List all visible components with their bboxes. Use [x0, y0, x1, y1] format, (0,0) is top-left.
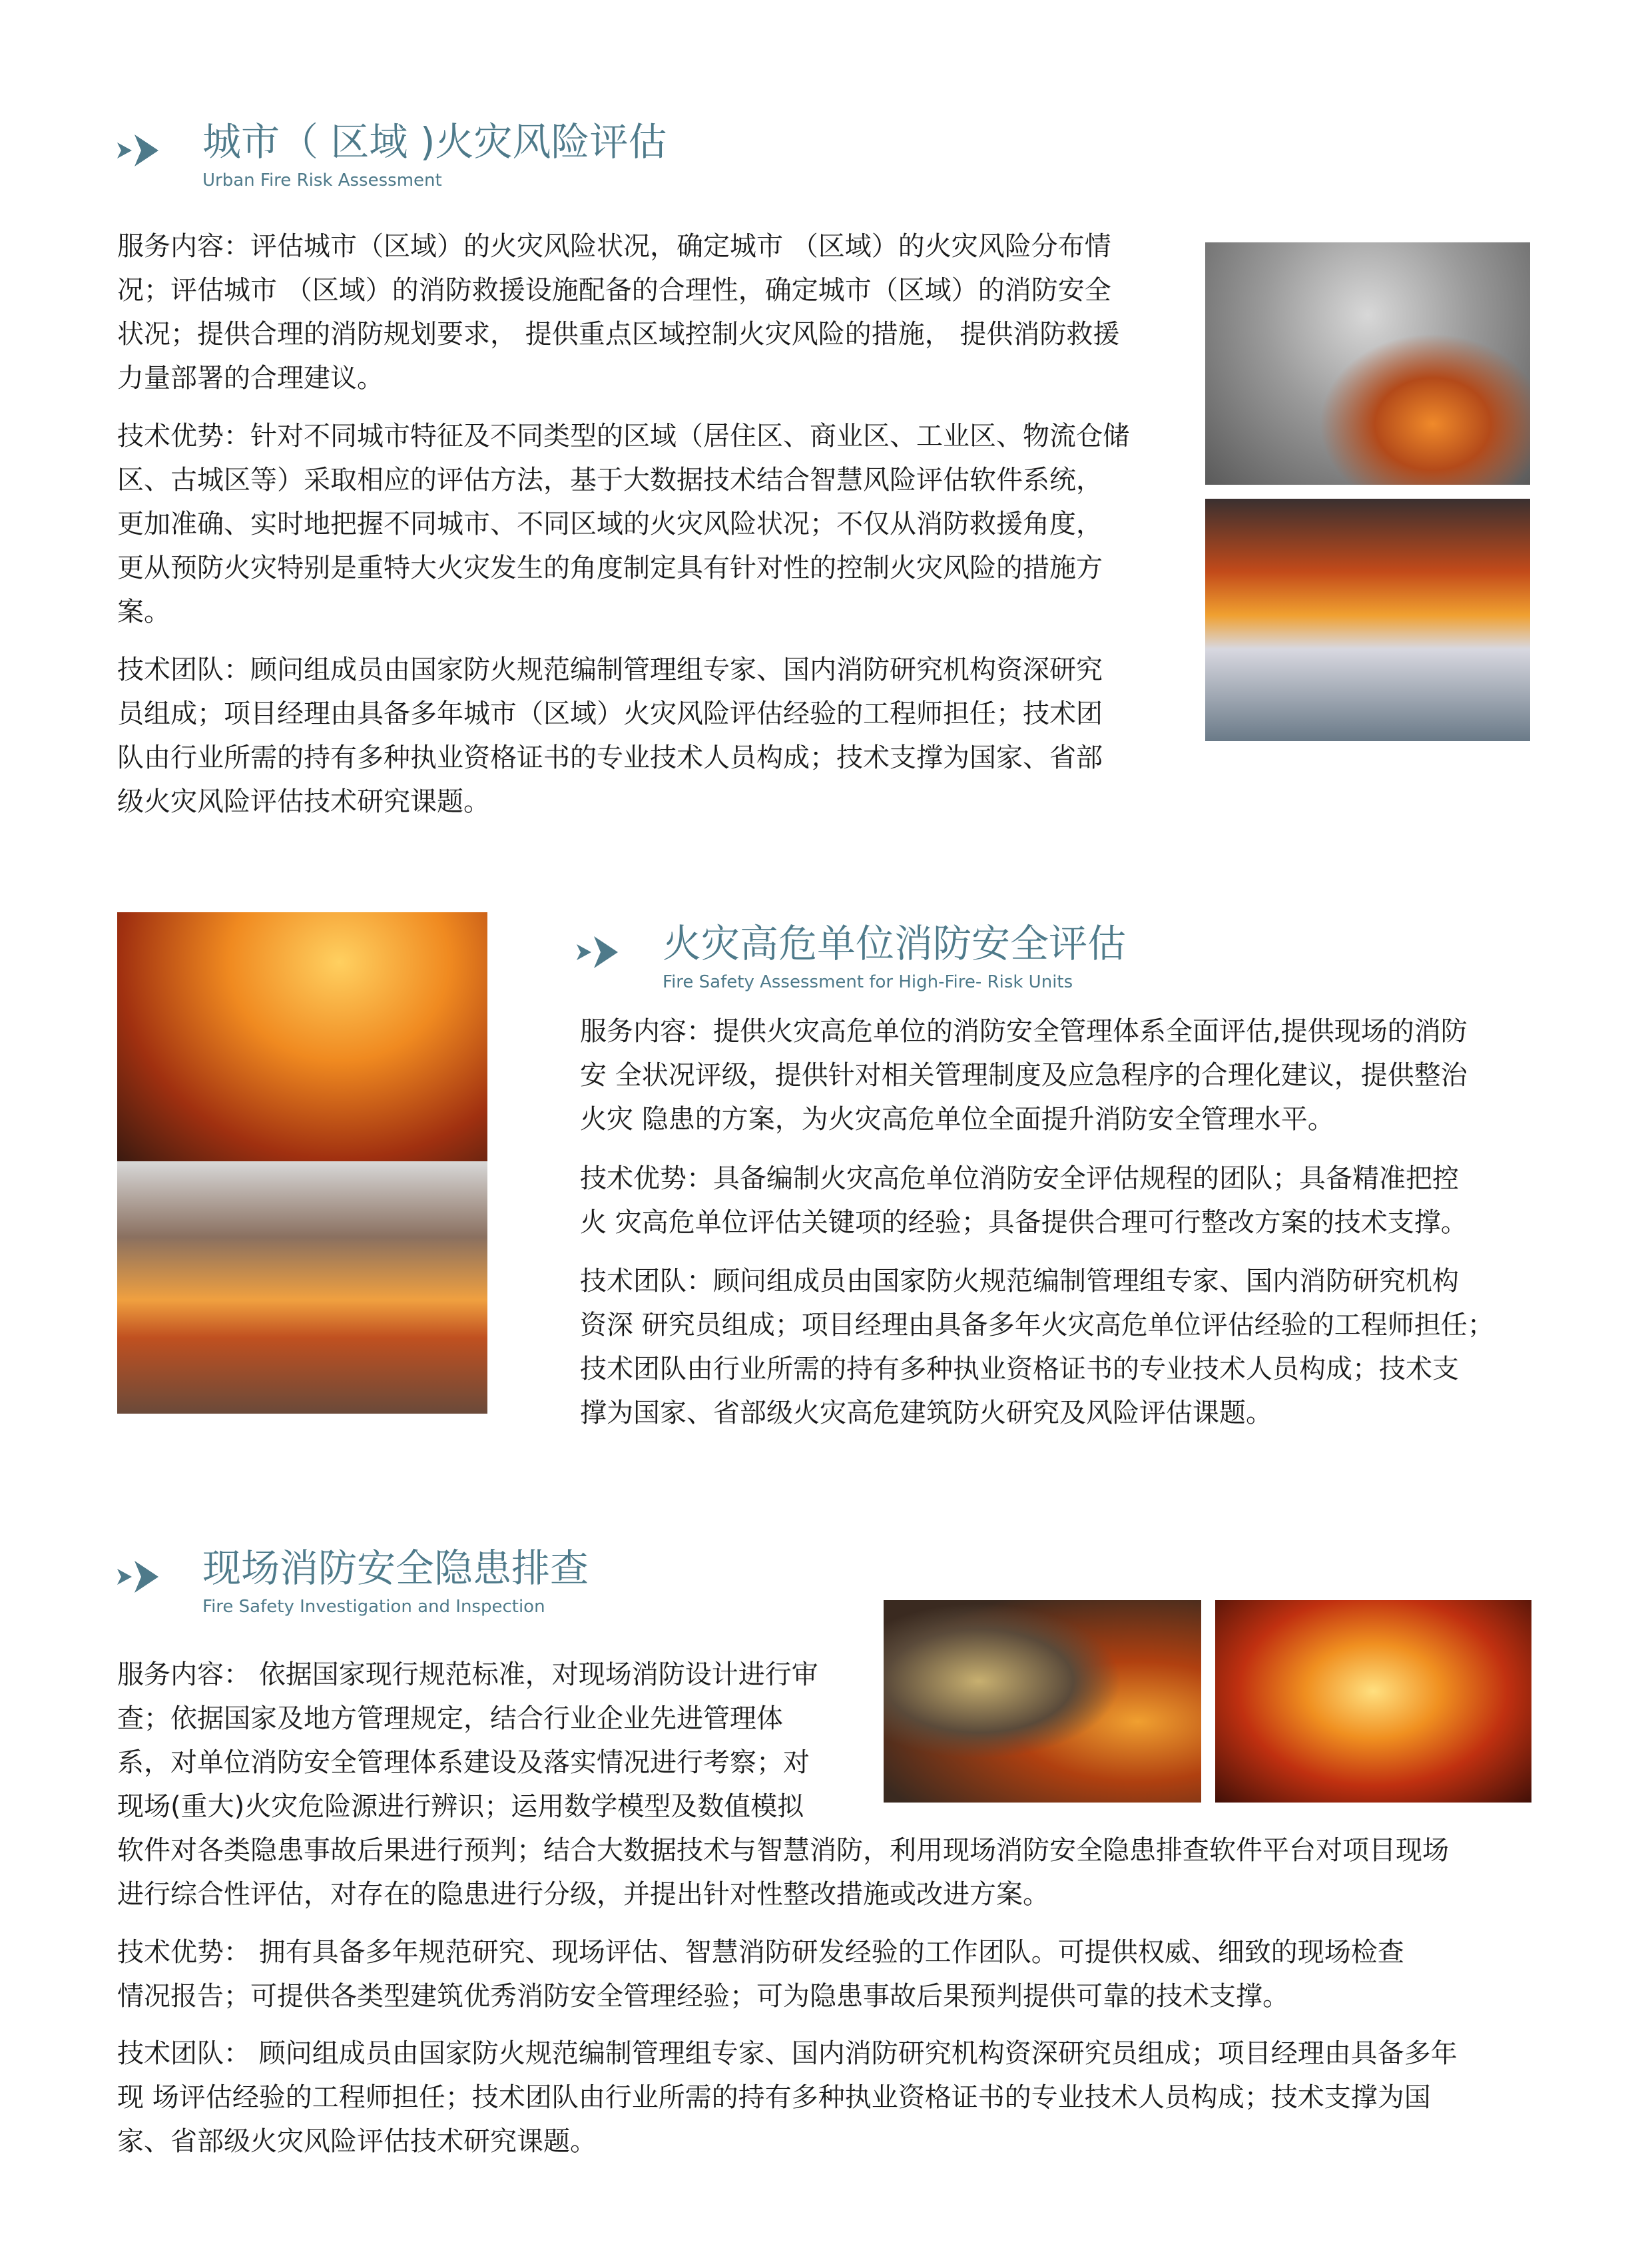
firefighter-smoke-photo [1205, 242, 1530, 485]
text-line: 资深 研究员组成；项目经理由具备多年火灾高危单位评估经验的工程师担任； [580, 1310, 1494, 1340]
text-line: 状况；提供合理的消防规划要求， 提供重点区域控制火灾风险的措施， 提供消防救援 [117, 319, 1120, 350]
text-line: 安 全状况评级，提供针对相关管理制度及应急程序的合理化建议，提供整治 [580, 1060, 1468, 1091]
text-line: 现 场评估经验的工程师担任；技术团队由行业所需的持有多种执业资格证书的专业技术人员构成；技术支撑为国 [117, 2082, 1431, 2113]
text-line: 服务内容：评估城市（区域）的火灾风险状况，确定城市 （区域）的火灾风险分布情 [117, 231, 1111, 262]
service-paragraph [580, 1009, 1468, 1141]
text-line: 力量部署的合理建议。 [117, 363, 384, 394]
text-line: 撑为国家、省部级火灾高危建筑防火研究及风险评估课题。 [580, 1398, 1272, 1428]
advantage-paragraph [117, 414, 1129, 634]
team-paragraph [117, 2032, 1458, 2163]
firefighters-hose-photo [117, 912, 487, 1161]
text-line: 软件对各类隐患事故后果进行预判；结合大数据技术与智慧消防，利用现场消防安全隐患排查软件平台对项目现场 [117, 1835, 1449, 1866]
text-line: 员组成；项目经理由具备多年城市（区域）火灾风险评估经验的工程师担任；技术团 [117, 699, 1103, 729]
service-paragraph [117, 224, 1119, 400]
section-subtitle: Fire Safety Investigation and Inspection [202, 1597, 545, 1617]
text-line: 技术团队： 顾问组成员由国家防火规范编制管理组专家、国内消防研究机构资深研究员组成；项目经理由具备多年 [117, 2038, 1458, 2069]
text-line: 进行综合性评估，对存在的隐患进行分级，并提出针对性整改措施或改进方案。 [117, 1879, 1049, 1910]
text-line: 技术团队：顾问组成员由国家防火规范编制管理组专家、国内消防研究机构 [580, 1266, 1459, 1296]
section-title: 火灾高危单位消防安全评估 [663, 921, 1127, 966]
text-line: 现场(重大)火灾危险源进行辨识；运用数学模型及数值模拟 [117, 1791, 804, 1822]
text-line: 况；评估城市 （区域）的消防救援设施配备的合理性，确定城市（区域）的消防安全 [117, 275, 1111, 306]
team-paragraph [117, 648, 1103, 824]
firefighters-foam-photo [1205, 499, 1530, 741]
text-line: 技术团队由行业所需的持有多种执业资格证书的专业技术人员构成；技术支 [580, 1354, 1459, 1384]
advantage-paragraph [580, 1157, 1468, 1245]
text-line: 技术团队：顾问组成员由国家防火规范编制管理组专家、国内消防研究机构资深研究 [117, 655, 1103, 685]
text-line: 技术优势：针对不同城市特征及不同类型的区域（居住区、商业区、工业区、物流仓储 [117, 421, 1129, 451]
section-title: 城市（ 区域 )火灾风险评估 [202, 119, 667, 164]
text-line: 系，对单位消防安全管理体系建设及落实情况进行考察；对 [117, 1747, 810, 1778]
text-line: 情况报告；可提供各类型建筑优秀消防安全管理经验；可为隐患事故后果预判提供可靠的技术支撑。 [117, 1981, 1289, 2012]
section-subtitle: Urban Fire Risk Assessment [202, 170, 442, 190]
text-line: 更从预防火灾特别是重特大火灾发生的角度制定具有针对性的控制火灾风险的措施方 [117, 553, 1103, 583]
text-line: 查；依据国家及地方管理规定，结合行业企业先进管理体 [117, 1703, 783, 1734]
text-line: 火 灾高危单位评估关键项的经验；具备提供合理可行整改方案的技术支撑。 [580, 1207, 1468, 1238]
text-line: 服务内容：提供火灾高危单位的消防安全管理体系全面评估,提供现场的消防 [580, 1016, 1468, 1047]
text-line: 技术优势： 拥有具备多年规范研究、现场评估、智慧消防研发经验的工作团队。可提供权威、细致的现场检查 [117, 1937, 1404, 1968]
text-line: 案。 [117, 597, 170, 627]
team-paragraph [580, 1259, 1494, 1435]
section-subtitle: Fire Safety Assessment for High-Fire- Risk Units [663, 972, 1073, 992]
service-paragraph [117, 1653, 1449, 1916]
text-line: 家、省部级火灾风险评估技术研究课题。 [117, 2126, 597, 2157]
text-line: 更加准确、实时地把握不同城市、不同区域的火灾风险状况；不仅从消防救援角度， [117, 509, 1103, 539]
double-chevron-icon [117, 1559, 178, 1594]
text-line: 级火灾风险评估技术研究课题。 [117, 786, 490, 817]
text-line: 火灾 隐患的方案，为火灾高危单位全面提升消防安全管理水平。 [580, 1104, 1334, 1135]
text-line: 区、古城区等）采取相应的评估方法，基于大数据技术结合智慧风险评估软件系统， [117, 465, 1103, 495]
text-line: 队由行业所需的持有多种执业资格证书的专业技术人员构成；技术支撑为国家、省部 [117, 742, 1103, 773]
double-chevron-icon [577, 935, 638, 970]
text-line: 技术优势：具备编制火灾高危单位消防安全评估规程的团队；具备精准把控 [580, 1163, 1459, 1194]
section-title: 现场消防安全隐患排查 [202, 1545, 589, 1591]
industrial-fire-photo [117, 1161, 487, 1414]
double-chevron-icon [117, 133, 178, 168]
text-line: 服务内容： 依据国家现行规范标准，对现场消防设计进行审 [117, 1659, 818, 1690]
advantage-paragraph [117, 1930, 1404, 2018]
